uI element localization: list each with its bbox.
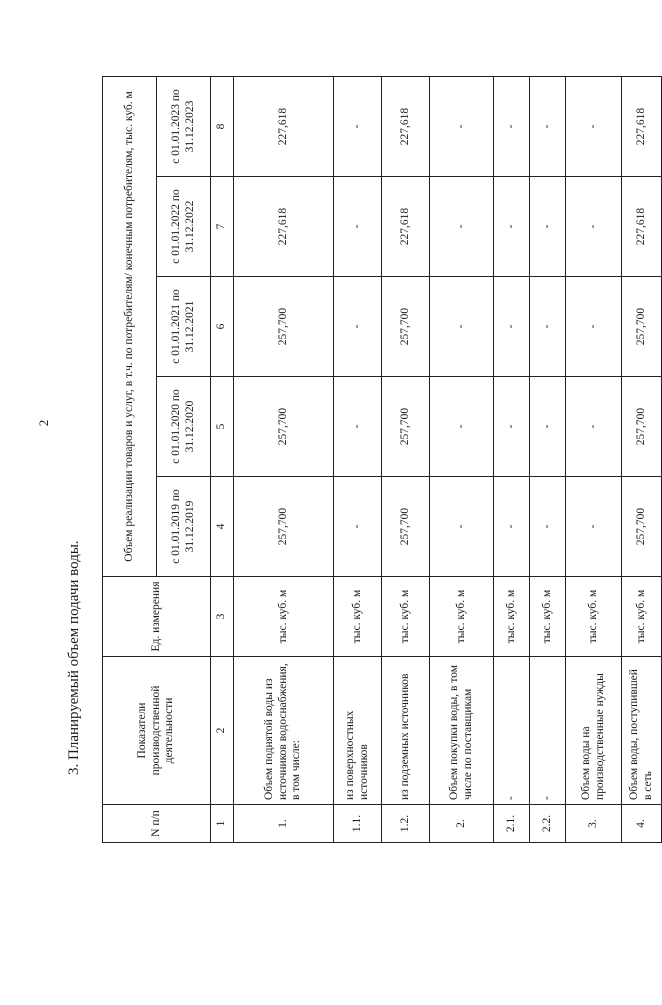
row-value: - [530,177,566,277]
table-row [622,76,662,842]
row-unit: тыс. куб. м [334,577,382,657]
table-row [494,76,530,842]
table-row [566,76,622,842]
header-period: с 01.01.2021 по 31.12.2021 [157,277,211,377]
column-number: 8 [211,76,234,176]
section-title-wrap [66,540,86,1005]
table-row [334,76,382,842]
row-value: 227,618 [382,177,430,277]
header-unit: Ед. измерения [103,577,211,657]
row-unit: тыс. куб. м [430,577,494,657]
table-row [382,76,430,842]
row-indicator: Объем поднятой воды из источников водоснабжения, в том числе: [234,657,334,805]
column-number: 3 [211,577,234,657]
row-value: 257,700 [622,477,662,577]
row-value: - [430,177,494,277]
row-value: - [334,177,382,277]
row-unit: тыс. куб. м [530,577,566,657]
table-row [530,76,566,842]
row-value: - [530,477,566,577]
row-value: 257,700 [622,377,662,477]
row-number: 2. [430,805,494,843]
column-number-row [211,76,234,842]
row-value: - [530,277,566,377]
header-indicator: Показатели производственной деятельности [103,657,211,805]
row-value: - [494,76,530,176]
row-value: 257,700 [622,277,662,377]
row-value: 227,618 [234,177,334,277]
header-period: с 01.01.2020 по 31.12.2020 [157,377,211,477]
row-value: - [494,177,530,277]
row-indicator: из подземных источников [382,657,430,805]
row-number: 4. [622,805,662,843]
row-value: 227,618 [622,177,662,277]
header-row-top [103,76,157,842]
column-number: 4 [211,477,234,577]
header-group: Объем реализации товаров и услуг, в т.ч. по потребителям/ конечным потребителям, тыс. куб. м [103,76,157,576]
header-n: N п/п [103,805,211,843]
row-unit: тыс. куб. м [566,577,622,657]
row-value: - [334,377,382,477]
row-indicator: - [530,657,566,805]
column-number: 5 [211,377,234,477]
column-number: 6 [211,277,234,377]
row-value: - [530,377,566,477]
row-number: 2.2. [530,805,566,843]
row-indicator: Объем воды на производственные нужды [566,657,622,805]
row-unit: тыс. куб. м [622,577,662,657]
row-unit: тыс. куб. м [494,577,530,657]
row-number: 3. [566,805,622,843]
row-value: - [566,277,622,377]
row-value: 227,618 [234,76,334,176]
water-supply-table [102,76,662,843]
row-value: 257,700 [234,277,334,377]
section-title: 3. Планируемый объем подачи воды. [66,540,82,775]
row-value: - [566,76,622,176]
header-period: с 01.01.2022 по 31.12.2022 [157,177,211,277]
row-number: 1. [234,805,334,843]
row-value: - [494,377,530,477]
row-value: - [334,477,382,577]
row-value: - [566,177,622,277]
page-number: 2 [36,419,51,427]
column-number: 2 [211,657,234,805]
row-number: 1.1. [334,805,382,843]
column-number: 1 [211,805,234,843]
row-value: - [530,76,566,176]
row-indicator: Объем покупки воды, в том числе по поставщикам [430,657,494,805]
header-period: с 01.01.2019 по 31.12.2019 [157,477,211,577]
row-number: 1.2. [382,805,430,843]
row-value: - [494,477,530,577]
row-value: - [566,477,622,577]
row-value: - [334,277,382,377]
row-value: 227,618 [382,76,430,176]
row-number: 2.1. [494,805,530,843]
column-number: 7 [211,177,234,277]
row-value: - [334,76,382,176]
row-indicator: Объем воды, поступившей в сеть [622,657,662,805]
row-value: 257,700 [382,377,430,477]
row-value: 257,700 [234,377,334,477]
row-unit: тыс. куб. м [234,577,334,657]
row-value: 257,700 [382,477,430,577]
water-supply-table-container [102,77,654,843]
row-value: - [566,377,622,477]
row-indicator: из поверхностных источников [334,657,382,805]
row-value: 257,700 [382,277,430,377]
row-value: - [430,76,494,176]
row-unit: тыс. куб. м [382,577,430,657]
row-value: - [494,277,530,377]
row-value: 257,700 [234,477,334,577]
row-value: - [430,277,494,377]
header-period: с 01.01.2023 по 31.12.2023 [157,76,211,176]
row-indicator: - [494,657,530,805]
row-value: - [430,477,494,577]
row-value: - [430,377,494,477]
table-row [430,76,494,842]
table-row [234,76,334,842]
row-value: 227,618 [622,76,662,176]
